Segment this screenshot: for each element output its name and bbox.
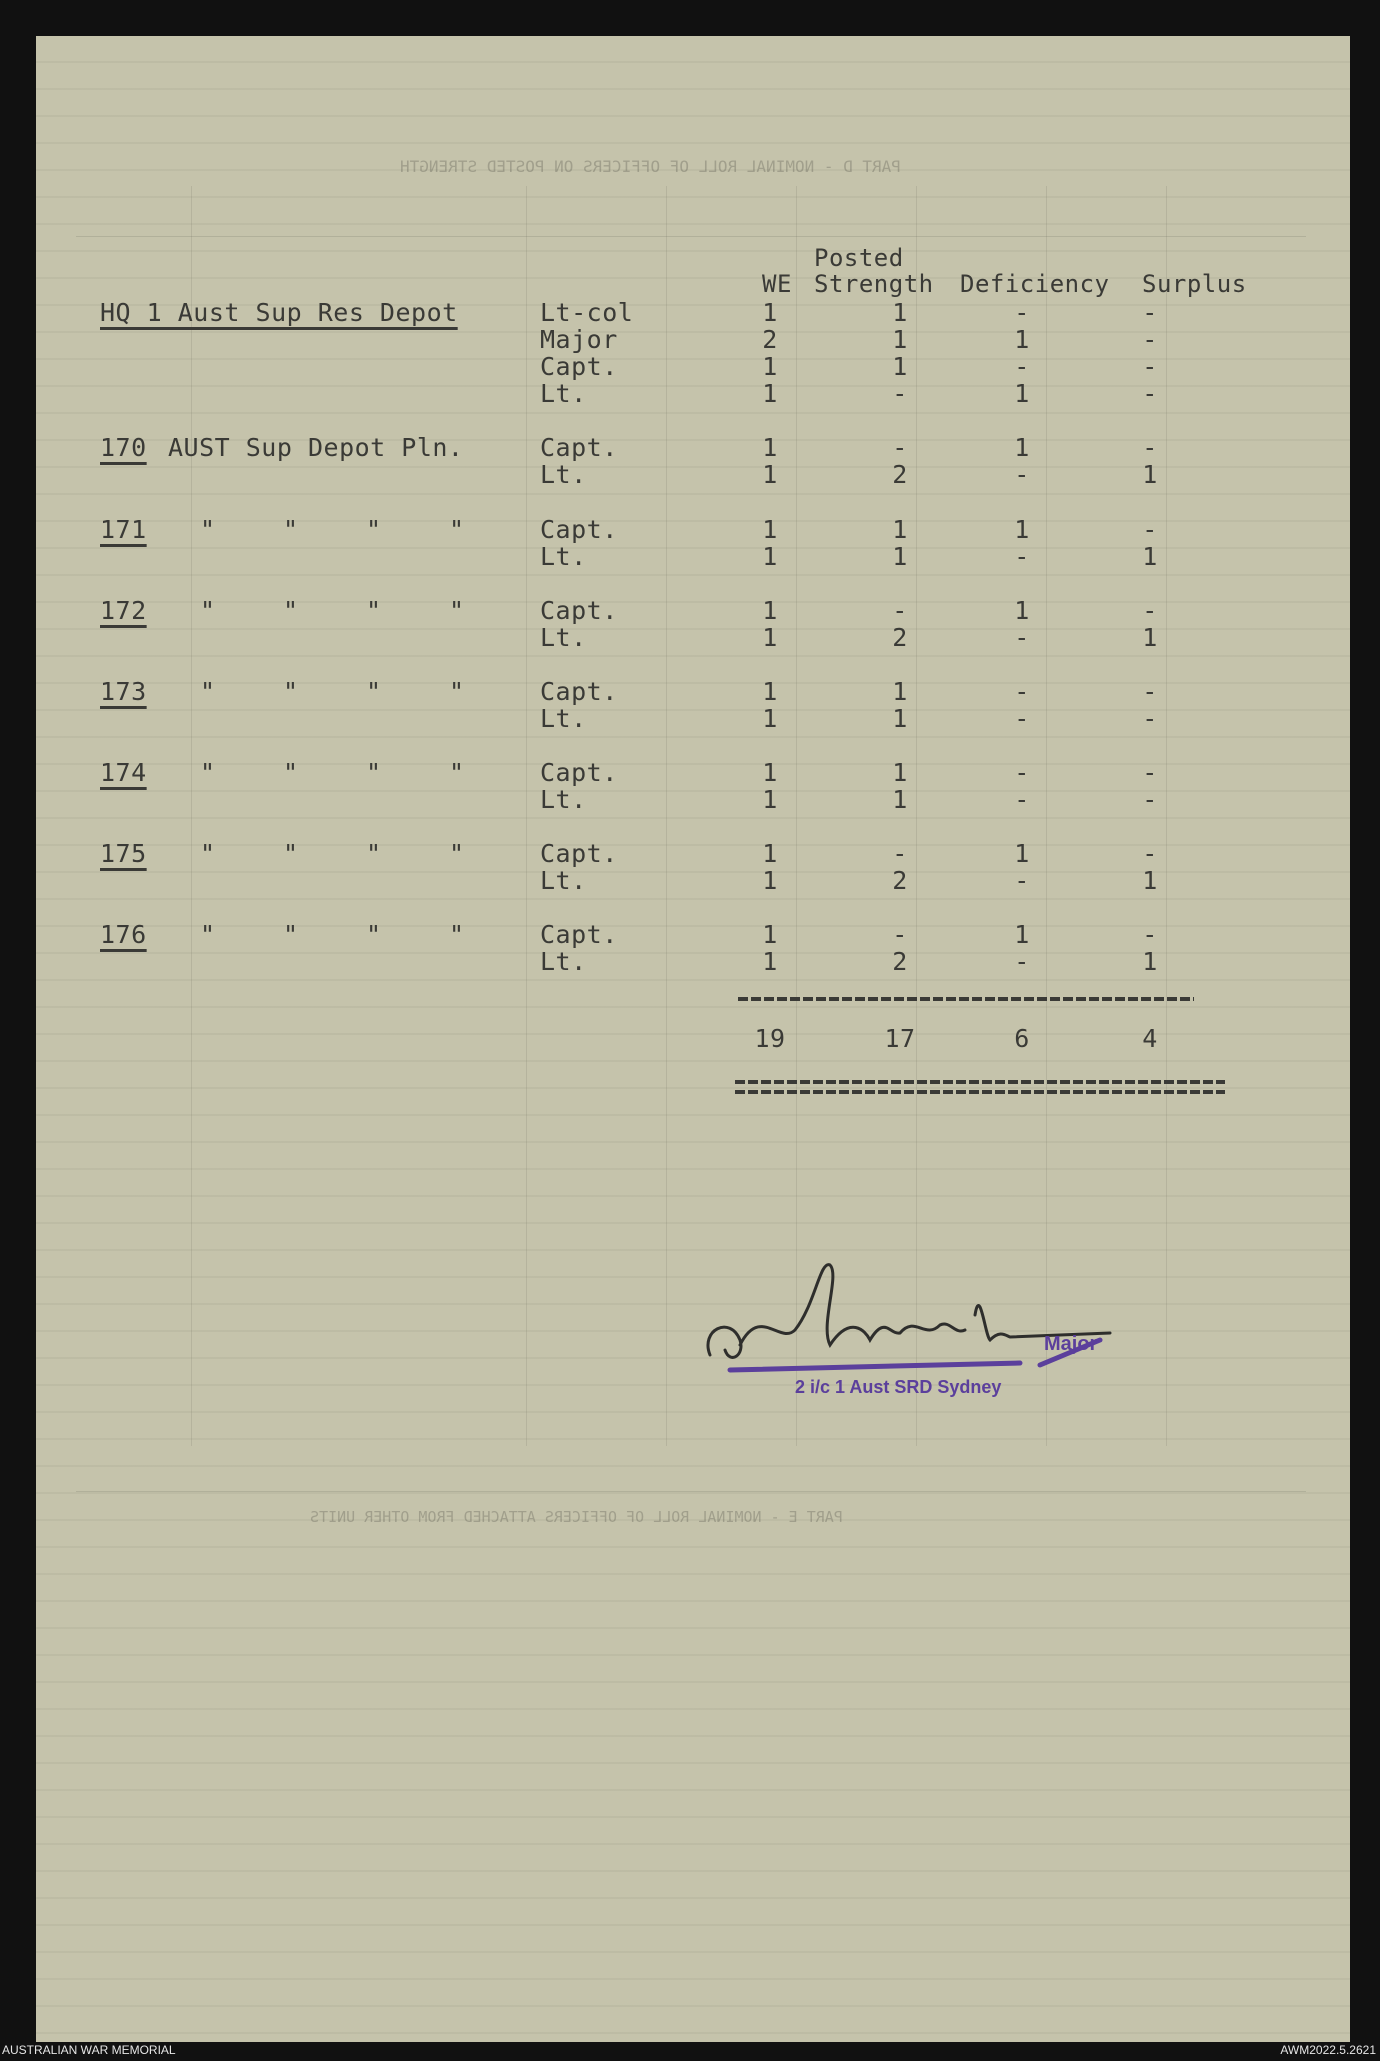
we-cell: 1 <box>762 623 778 652</box>
form-row-rule <box>76 1491 1306 1492</box>
ditto-mark: " <box>449 596 465 625</box>
rank-cell: Lt. <box>540 460 587 489</box>
bleed-through-text: PART D - NOMINAL ROLL OF OFFICERS ON POSTED STRENGTH <box>400 157 901 176</box>
deficiency-cell: 1 <box>1014 433 1030 462</box>
total-deficiency: 6 <box>1014 1024 1030 1053</box>
ditto-mark: " <box>283 596 299 625</box>
surplus-cell: - <box>1142 433 1158 462</box>
we-cell: 1 <box>762 352 778 381</box>
surplus-cell: - <box>1142 704 1158 733</box>
deficiency-cell: 1 <box>1014 920 1030 949</box>
deficiency-cell: 1 <box>1014 596 1030 625</box>
unit-label: 174 <box>100 758 147 787</box>
ditto-mark: " <box>200 515 216 544</box>
posted-cell: - <box>892 433 908 462</box>
surplus-cell: 1 <box>1142 542 1158 571</box>
total-posted: 17 <box>884 1024 916 1053</box>
deficiency-cell: - <box>1014 677 1030 706</box>
ditto-mark: " <box>449 677 465 706</box>
posted-cell: - <box>892 596 908 625</box>
we-cell: 1 <box>762 596 778 625</box>
rank-cell: Capt. <box>540 596 618 625</box>
deficiency-cell: - <box>1014 704 1030 733</box>
ditto-mark: " <box>200 839 216 868</box>
unit-label: HQ 1 Aust Sup Res Depot <box>100 298 458 327</box>
posted-cell: - <box>892 839 908 868</box>
unit-label: 176 <box>100 920 147 949</box>
footer-reference: AWM2022.5.2621 <box>1280 2043 1376 2057</box>
ditto-mark: " <box>449 839 465 868</box>
rank-cell: Capt. <box>540 515 618 544</box>
ditto-mark: " <box>200 920 216 949</box>
we-cell: 1 <box>762 515 778 544</box>
rank-cell: Capt. <box>540 433 618 462</box>
we-cell: 1 <box>762 460 778 489</box>
surplus-cell: 1 <box>1142 947 1158 976</box>
ditto-mark: " <box>366 839 382 868</box>
rank-cell: Capt. <box>540 920 618 949</box>
posted-cell: 1 <box>892 542 908 571</box>
header-posted: Posted <box>814 244 904 272</box>
unit-label: 170 <box>100 433 147 462</box>
rank-cell: Capt. <box>540 352 618 381</box>
ditto-mark: " <box>200 677 216 706</box>
ditto-mark: " <box>366 596 382 625</box>
posted-cell: 1 <box>892 352 908 381</box>
posted-cell: 1 <box>892 758 908 787</box>
posted-cell: 1 <box>892 298 908 327</box>
surplus-cell: - <box>1142 920 1158 949</box>
deficiency-cell: - <box>1014 542 1030 571</box>
ditto-mark: " <box>283 515 299 544</box>
ditto-mark: " <box>283 839 299 868</box>
ditto-mark: " <box>283 758 299 787</box>
posted-cell: 2 <box>892 866 908 895</box>
surplus-cell: 1 <box>1142 866 1158 895</box>
posted-cell: 1 <box>892 704 908 733</box>
signature-stamp: 2 i/c 1 Aust SRD Sydney <box>795 1377 1002 1397</box>
surplus-cell: 1 <box>1142 460 1158 489</box>
deficiency-cell: - <box>1014 623 1030 652</box>
we-cell: 1 <box>762 839 778 868</box>
deficiency-cell: - <box>1014 758 1030 787</box>
rank-cell: Lt. <box>540 704 587 733</box>
surplus-cell: - <box>1142 379 1158 408</box>
signature-rank: Major <box>1044 1333 1098 1355</box>
ditto-mark: " <box>200 758 216 787</box>
surplus-cell: - <box>1142 785 1158 814</box>
rank-cell: Capt. <box>540 839 618 868</box>
posted-cell: 1 <box>892 677 908 706</box>
ditto-mark: " <box>366 677 382 706</box>
we-cell: 1 <box>762 785 778 814</box>
unit-label: 175 <box>100 839 147 868</box>
header-surplus: Surplus <box>1142 270 1247 298</box>
posted-cell: 2 <box>892 460 908 489</box>
posted-cell: - <box>892 379 908 408</box>
we-cell: 1 <box>762 542 778 571</box>
header-deficiency: Deficiency <box>960 270 1110 298</box>
we-cell: 1 <box>762 298 778 327</box>
totals-rule-bottom <box>735 1090 1225 1094</box>
surplus-cell: - <box>1142 325 1158 354</box>
surplus-cell: - <box>1142 596 1158 625</box>
rank-cell: Capt. <box>540 677 618 706</box>
we-cell: 1 <box>762 758 778 787</box>
header-strength: Strength <box>814 270 934 298</box>
we-cell: 1 <box>762 379 778 408</box>
posted-cell: - <box>892 920 908 949</box>
we-cell: 1 <box>762 920 778 949</box>
deficiency-cell: 1 <box>1014 515 1030 544</box>
surplus-cell: - <box>1142 298 1158 327</box>
header-we: WE <box>762 270 792 298</box>
form-column-rule <box>666 186 667 1446</box>
ditto-mark: " <box>449 920 465 949</box>
we-cell: 1 <box>762 677 778 706</box>
ditto-mark: " <box>283 677 299 706</box>
total-surplus: 4 <box>1142 1024 1158 1053</box>
bleed-through-text: PART E - NOMINAL ROLL OF OFFICERS ATTACHED FROM OTHER UNITS <box>310 1508 843 1526</box>
total-we: 19 <box>754 1024 786 1053</box>
surplus-cell: - <box>1142 352 1158 381</box>
posted-cell: 2 <box>892 947 908 976</box>
we-cell: 1 <box>762 947 778 976</box>
deficiency-cell: - <box>1014 352 1030 381</box>
posted-cell: 1 <box>892 785 908 814</box>
posted-cell: 1 <box>892 325 908 354</box>
surplus-cell: - <box>1142 839 1158 868</box>
surplus-cell: - <box>1142 677 1158 706</box>
deficiency-cell: 1 <box>1014 839 1030 868</box>
we-cell: 1 <box>762 866 778 895</box>
deficiency-cell: - <box>1014 866 1030 895</box>
ditto-mark: " <box>449 758 465 787</box>
unit-name: AUST Sup Depot Pln. <box>168 433 464 462</box>
deficiency-cell: - <box>1014 298 1030 327</box>
totals-rule-bottom <box>735 1080 1225 1084</box>
rank-cell: Capt. <box>540 758 618 787</box>
posted-cell: 2 <box>892 623 908 652</box>
we-cell: 1 <box>762 704 778 733</box>
rank-cell: Lt. <box>540 947 587 976</box>
signature-image <box>700 1245 1140 1395</box>
unit-label: 172 <box>100 596 147 625</box>
form-row-rule <box>76 236 1306 237</box>
ditto-mark: " <box>200 596 216 625</box>
deficiency-cell: - <box>1014 785 1030 814</box>
we-cell: 2 <box>762 325 778 354</box>
we-cell: 1 <box>762 433 778 462</box>
surplus-cell: - <box>1142 758 1158 787</box>
form-column-rule <box>526 186 527 1446</box>
unit-label: 173 <box>100 677 147 706</box>
rank-cell: Lt. <box>540 623 587 652</box>
ditto-mark: " <box>366 758 382 787</box>
rank-cell: Lt-col <box>540 298 634 327</box>
ditto-mark: " <box>366 515 382 544</box>
rank-cell: Lt. <box>540 785 587 814</box>
surplus-cell: - <box>1142 515 1158 544</box>
deficiency-cell: 1 <box>1014 325 1030 354</box>
rank-cell: Lt. <box>540 542 587 571</box>
deficiency-cell: 1 <box>1014 379 1030 408</box>
form-column-rule <box>191 186 192 1446</box>
deficiency-cell: - <box>1014 947 1030 976</box>
ditto-mark: " <box>366 920 382 949</box>
ditto-mark: " <box>283 920 299 949</box>
posted-cell: 1 <box>892 515 908 544</box>
rank-cell: Lt. <box>540 379 587 408</box>
rank-cell: Lt. <box>540 866 587 895</box>
totals-rule-top <box>738 997 1194 1001</box>
unit-label: 171 <box>100 515 147 544</box>
rank-cell: Major <box>540 325 618 354</box>
deficiency-cell: - <box>1014 460 1030 489</box>
footer-institution: AUSTRALIAN WAR MEMORIAL <box>2 2043 176 2057</box>
surplus-cell: 1 <box>1142 623 1158 652</box>
ditto-mark: " <box>449 515 465 544</box>
